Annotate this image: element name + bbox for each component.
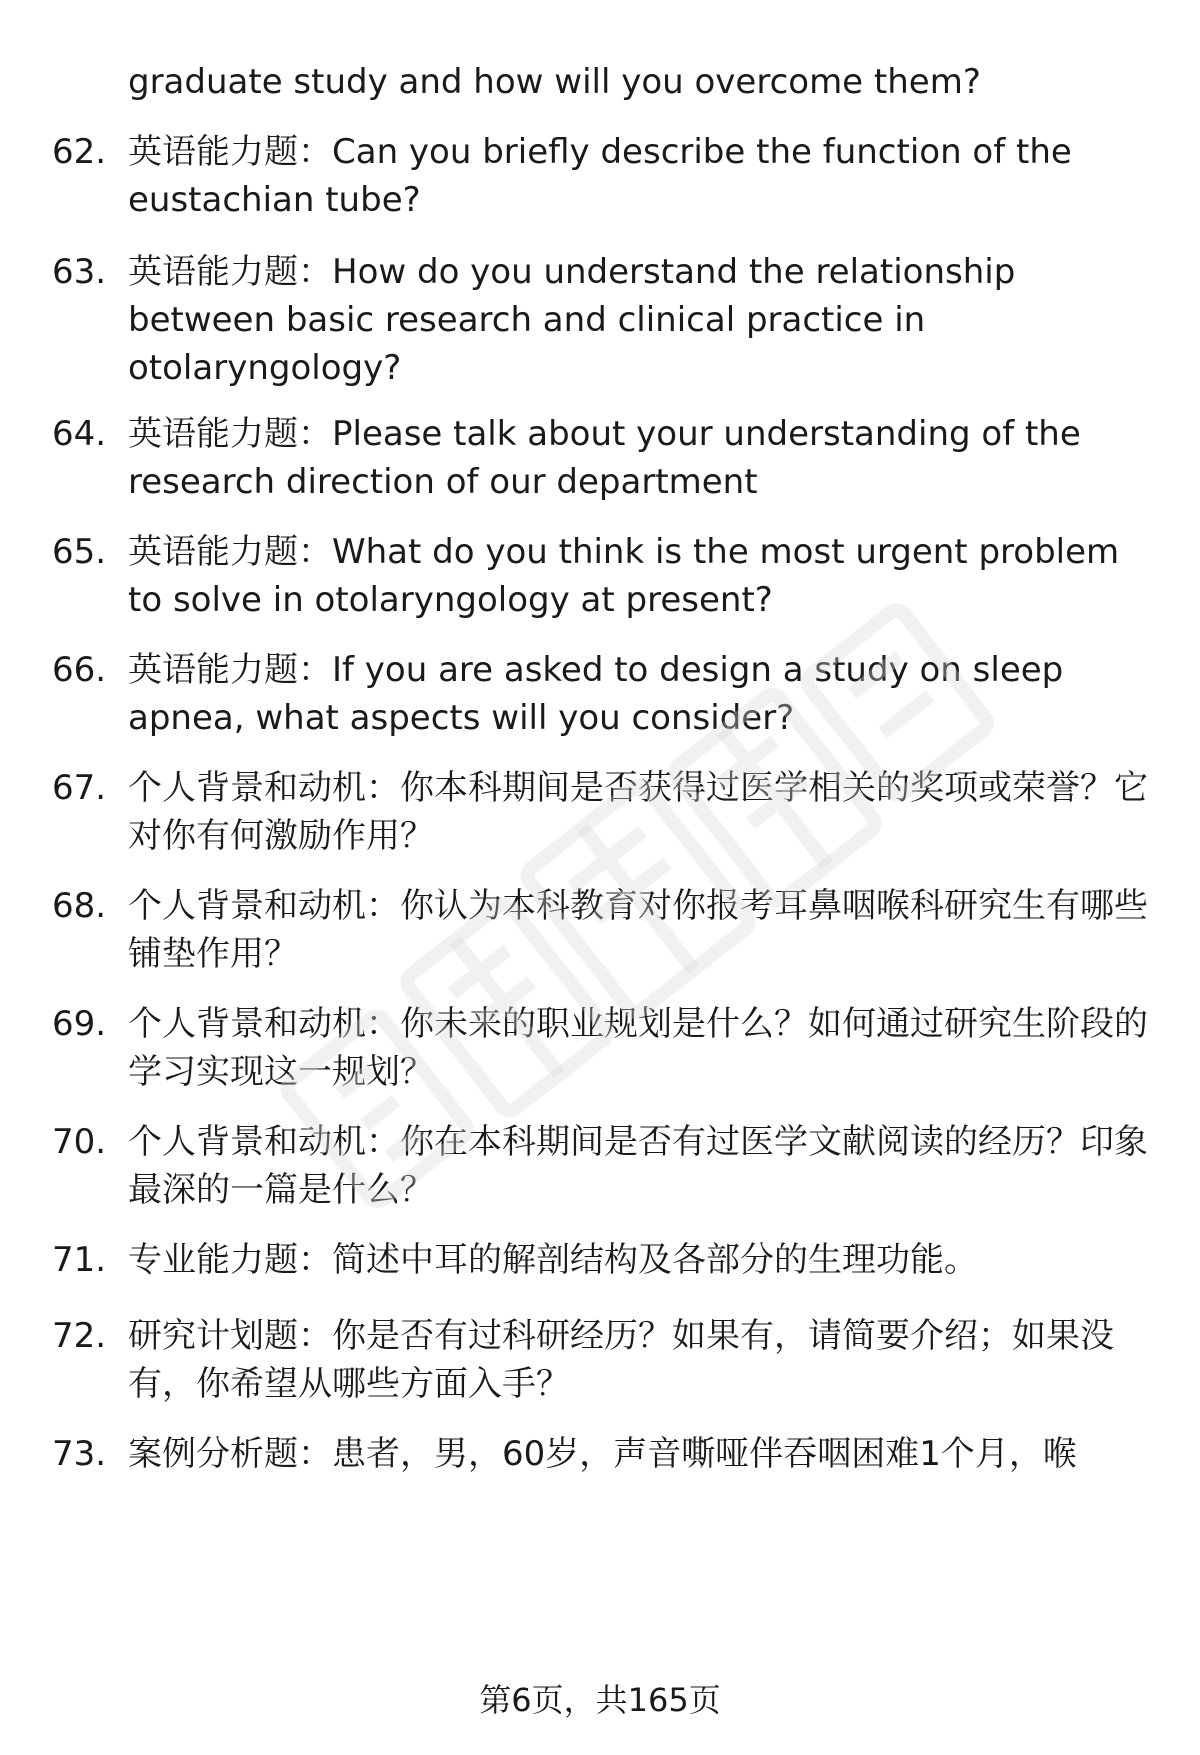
question-text: 个人背景和动机：你认为本科教育对你报考耳鼻咽喉科研究生有哪些铺垫作用？ — [128, 886, 1148, 974]
question-number: 69. — [52, 1004, 107, 1044]
list-item-69 — [52, 1000, 1162, 1096]
question-number: 67. — [52, 768, 107, 808]
list-item-65 — [52, 528, 1162, 624]
question-text: 英语能力题：What do you think is the most urgent problem to solve in otolaryngology at present? — [128, 532, 1120, 620]
question-text: 英语能力题：How do you understand the relationship between basic research and clinical practice in otolaryngology? — [128, 252, 1016, 388]
question-text: 英语能力题：If you are asked to design a study on sleep apnea, what aspects will you consider? — [128, 650, 1064, 738]
question-number: 65. — [52, 532, 107, 572]
question-number: 70. — [52, 1122, 107, 1162]
question-text: 研究计划题：你是否有过科研经历？如果有，请简要介绍；如果没有，你希望从哪些方面入手？ — [128, 1316, 1114, 1404]
list-item-64 — [52, 410, 1162, 506]
list-item-71 — [52, 1236, 1162, 1284]
continuation-text: graduate study and how will you overcome them? — [128, 62, 981, 102]
list-item-63 — [52, 248, 1162, 392]
question-text: 个人背景和动机：你在本科期间是否有过医学文献阅读的经历？印象最深的一篇是什么？ — [128, 1122, 1148, 1210]
question-number: 73. — [52, 1434, 107, 1474]
question-number: 71. — [52, 1240, 107, 1280]
question-text: 专业能力题：简述中耳的解剖结构及各部分的生理功能。 — [128, 1240, 978, 1280]
list-item-72 — [52, 1312, 1162, 1408]
question-number: 66. — [52, 650, 107, 690]
page-footer: 第6页，共165页 — [479, 1681, 721, 1719]
list-item-73 — [52, 1430, 1162, 1478]
list-item-67 — [52, 764, 1162, 860]
question-number: 68. — [52, 886, 107, 926]
question-number: 72. — [52, 1316, 107, 1356]
question-text: 个人背景和动机：你未来的职业规划是什么？如何通过研究生阶段的学习实现这一规划？ — [128, 1004, 1148, 1092]
question-number: 64. — [52, 414, 107, 454]
list-item-66 — [52, 646, 1162, 742]
list-item-70 — [52, 1118, 1162, 1214]
question-text: 个人背景和动机：你本科期间是否获得过医学相关的奖项或荣誉？它对你有何激励作用？ — [128, 768, 1148, 856]
list-item-68 — [52, 882, 1162, 978]
question-text: 英语能力题：Can you briefly describe the function of the eustachian tube? — [128, 132, 1072, 220]
question-text: 英语能力题：Please talk about your understanding of the research direction of our department — [128, 414, 1081, 502]
list-item-62 — [52, 128, 1162, 224]
question-number: 62. — [52, 132, 107, 172]
question-text: 案例分析题：患者，男，60岁，声音嘶哑伴吞咽困难1个月，喉 — [128, 1434, 1077, 1474]
question-number: 63. — [52, 252, 107, 292]
